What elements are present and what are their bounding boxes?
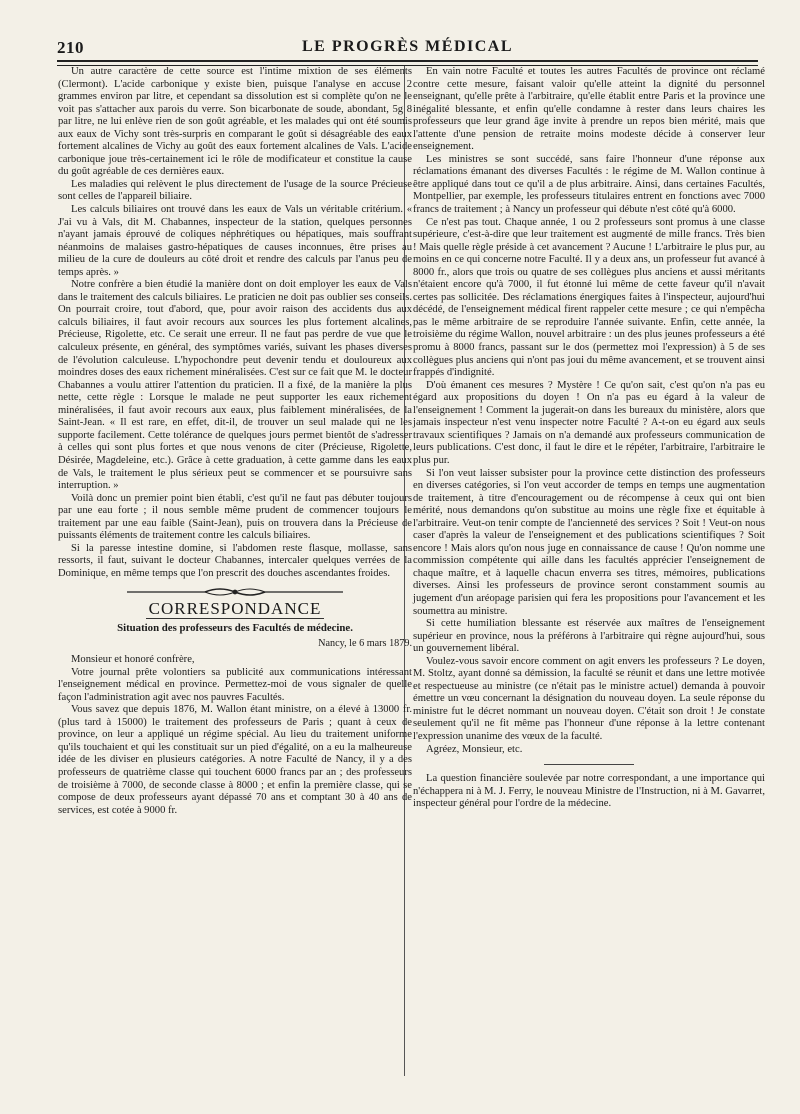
section-subtitle: Situation des professeurs des Facultés de médecine. [117, 621, 353, 634]
letter-closing: Agréez, Monsieur, etc. [426, 743, 523, 755]
page-header [57, 36, 758, 62]
letter-paragraph: Votre journal prête volontiers sa publicité aux communications intéressant l'enseignement médical en province. Permettez-moi de vous signaler de quelle façon l'administration agit avec nos pauvres Facultés. [58, 666, 412, 703]
letter-paragraph: En vain notre Faculté et toutes les autres Facultés de province ont réclamé contre cette mesure, faisant valoir qu'elle atteint la dignité du personnel enseignant, qu'elle prête à l'arbitraire, qu'elle établit entre Paris et la province une inégalité blessante, et enfin qu'elle condamne à rester dans leurs chaires les professeurs que leur grand âge invite à prendre un repos bien mérité, mais que l'attente d'une pension de retraite moins modeste décide à conserver leur enseignement. [413, 66, 765, 153]
section-title [58, 599, 412, 619]
article-paragraph: Notre confrère a bien étudié la manière dont on doit employer les eaux de Vals dans le traitement des calculs biliaires. Le praticien ne doit pas oublier ses conseils. On pourrait croire, tout d'abord, que, pour avoir raison des accidents dus aux calculs biliaires, il faut avoir recours aux sources les plus fortement alcalines, Précieuse, Rigolette, etc. Ce serait une erreur. Il ne faut pas perdre de vue que le calculeux présente, en général, des symptômes variés, suivant les phases diverses de l'évolution calculeuse. L'hypochondre peut devenir tendu et douloureux aux moindres doses des eaux richement minéralisées. C'est sur ce fait que M. le docteur Chabannes a voulu attirer l'attention du praticien. Il a fixé, de la manière la plus nette, cette règle : Lorsque le malade ne peut supporter les eaux richement minéralisées, il faut avoir recours aux eaux, plus faiblement minéralisées, de la Saint-Jean. « Il est rare, en effet, dit-il, de trouver un seul malade qui ne les supporte facilement. Cette tolérance de quelques jours permet bientôt de s'adresser à celles qui sont plus fortes et que nous venons de citer (Précieuse, Rigolette, Désirée, Magdeleine, etc.). Grâce à cette graduation, à cette gamme dans les eaux de Vals, le traitement le plus sérieux peut se commencer et se poursuivre sans interruption. » [58, 279, 412, 492]
letter-paragraph: Si l'on veut laisser subsister pour la province cette distinction des professeurs en diverses catégories, si l'on veut accorder de temps en temps une augmentation de traitement, à titre d'encouragement ou de récompense à ceux qui ont bien mérité, nous demandons qu'on substitue au moins une règle fixe et équitable à l'arbitraire. Veut-on tenir compte de l'ancienneté des services ? Soit ! Veut-on nous caser d'après la valeur de l'enseignement et des publications scientifiques ? Soit encore ! Mais alors qu'on nous juge en connaissance de cause ! Qu'on nomme une commission compétente qui aille dans les facultés apprécier l'enseignement de chaque maître, et à laquelle chacun enverra ses titres, mémoires, publications diverses. Ainsi les professeurs de province seront constamment soumis au jugement d'un aréopage parisien qui fera les propositions pour l'avancement et les soumettra au ministre. [413, 467, 765, 617]
article-paragraph: Les calculs biliaires ont trouvé dans les eaux de Vals un véritable critérium. « J'ai vu à Vals, dit M. Chabannes, inspecteur de la station, quelques personnes n'ayant jamais éprouvé de coliques néphrétiques ou hépatiques, mais souffrant néanmoins de malaises gastro-hépatiques de causes inconnues, être prises au milieu de la cure de douleurs au côté droit et rendre des calculs par l'anus peu de temps après. » [58, 204, 412, 278]
page-number: 210 [57, 38, 84, 57]
article-paragraph: Voilà donc un premier point bien établi, c'est qu'il ne faut pas débuter toujours par une eau forte ; il nous semble même prudent de commencer toujours le traitement par une eau faible (Saint-Jean), puis on trouvera dans la Précieuse de puissants éléments de traitement contre les calculs biliaires. [58, 492, 412, 542]
editor-note: La question financière soulevée par notre correspondant, a une importance qui n'échappera ni à M. J. Ferry, le nouveau Ministre de l'Instruction, ni à M. Gavarret, inspecteur général pour l'ordre de la médecine. [413, 773, 765, 810]
article-paragraph: Un autre caractère de cette source est l'intime mixtion de ses éléments (Clermont). L'acide carbonique y existe bien, puisque l'analyse en accuse 2 grammes environ par litre, et cependant sa dissolution est si complète qu'on ne le voit pas s'attacher aux parois du verre. Son bicarbonate de soude, abondant, 5g 8 par litre, ne lui enlève rien de son goût agréable, et les malades qui ont été soumis aux eaux de Vichy sont très-surpris en comparant le goût si désagréable des eaux fortement alcalines de Vichy au goût des eaux fortement alcalines de Vals. L'acide carbonique joue très-certainement ici le rôle de modificateur et constitue la cause du goût agréable de ces dernières eaux. [58, 66, 412, 178]
right-column [413, 66, 765, 811]
letter-paragraph: Si cette humiliation blessante est réservée aux maîtres de l'enseignement supérieur en province, nous la préférons à l'arbitraire qui règne aujourd'hui, sous un gouvernement libéral. [413, 618, 765, 655]
journal-title: LE PROGRÈS MÉDICAL [301, 38, 514, 55]
letter-paragraph: Vous savez que depuis 1876, M. Wallon étant ministre, on a élevé à 13000 fr. (plus tard à 15000) le traitement des professeurs de Paris ; quant à ceux de province, on leur a appliqué un régime spécial. Au lieu du traitement uniforme qu'ils touchaient et qui les constituait sur un pied d'égalité, on a eu la malheureuse idée de les diviser en plusieurs catégories. A notre Faculté de Nancy, il y a des professeurs de quatrième classe qui touchent 6000 francs par an ; des professeurs de troisième à 7000, de seconde classe à 8000 ; et enfin la première classe, qui se compose de deux professeurs ayant dépassé 70 ans et comptant 30 à 40 ans de services, est cotée à 9000 fr. [58, 704, 412, 816]
letter-paragraph: Voulez-vous savoir encore comment on agit envers les professeurs ? Le doyen, M. Stoltz, ayant donné sa démission, la faculté se réunit et dans une lettre motivée et respectueuse au ministre (ce n'était pas le ministre actuel) demanda à pouvoir émettre un vœu concernant la désignation du nouveau doyen. La seule réponse du ministre fut le décret nommant un nouveau doyen. C'était son droit ! Je constate seulement qu'il ne fit même pas l'honneur d'une réponse à la lettre contenant l'expression unanime des vœux de la faculté. [413, 655, 765, 742]
ornament-divider [58, 586, 412, 598]
left-column [58, 66, 412, 817]
section-title-text: CORRESPONDANCE [146, 599, 325, 619]
editor-note-rule [544, 764, 634, 765]
salutation: Monsieur et honoré confrère, [71, 654, 195, 666]
letter-paragraph: D'où émanent ces mesures ? Mystère ! Ce qu'on sait, c'est qu'on n'a pas eu égard aux propositions du doyen ! On n'a pas eu égard à la valeur de l'enseignement ! Comment la jugerait-on dans les bureaux du ministère, alors que jamais inspecteur n'est venu inspecter notre Faculté ? A-t-on eu égard aux seuls travaux scientifiques ? Jamais on n'a demandé aux professeurs communication de leurs publications. C'est donc, il faut le dire et le répéter, l'arbitraire, l'arbitraire le plus pur. [413, 379, 765, 466]
article-paragraph: Les maladies qui relèvent le plus directement de l'usage de la source Précieuse sont celles de l'appareil biliaire. [58, 178, 412, 203]
article-paragraph: Si la paresse intestine domine, si l'abdomen reste flasque, mollasse, sans ressorts, il faut, suivant le docteur Chabannes, intercaler quelques verrées de la Dominique, en même temps que l'on prescrit des douches ascendantes froides. [58, 542, 412, 579]
letter-paragraph: Les ministres se sont succédé, sans faire l'honneur d'une réponse aux réclamations émanant des diverses Facultés : le régime de M. Wallon continue à être appliqué dans tout ce qu'il a de plus arbitraire. Ainsi, dans certaines Facultés, Montpellier, par exemple, les professeurs titulaires entrent en fonctions avec 7000 francs de traitement ; à Nancy un professeur qui débute n'est côté qu'à 6000. [413, 153, 765, 216]
letter-paragraph: Ce n'est pas tout. Chaque année, 1 ou 2 professeurs sont promus à une classe supérieure, c'est-à-dire que leur traitement est augmenté de mille francs. Très bien ! Mais quelle règle préside à cet avancement ? Aucune ! L'arbitraire le plus pur, au moins en ce qui concerne notre Faculté. Il y a deux ans, un professeur fut avancé à 8000 fr., alors que trois ou quatre de ses collègues plus anciens et aussi méritants n'étaient encore qu'à 7000, il fut étonné lui même de cette faveur qu'il n'avait certes pas sollicitée. Des réclamations énergiques faites à l'inspecteur, aujourd'hui décédé, de l'enseignement médical firent rappeler cette mesure ; ce qui n'empêcha pas le même arbitraire de se reproduire l'année suivante. Enfin, cette année, la troisième du régime Wallon, nouvel arbitraire : un des plus jeunes professeurs a été promu à 8000 francs, passant sur le dos (permettez moi l'expression) à 5 de ses collègues plus anciens qui n'ont pas joui du même avancement, et se trouvent ainsi frappés d'indignité. [413, 216, 765, 379]
dateline: Nancy, le 6 mars 1879. [318, 637, 412, 649]
